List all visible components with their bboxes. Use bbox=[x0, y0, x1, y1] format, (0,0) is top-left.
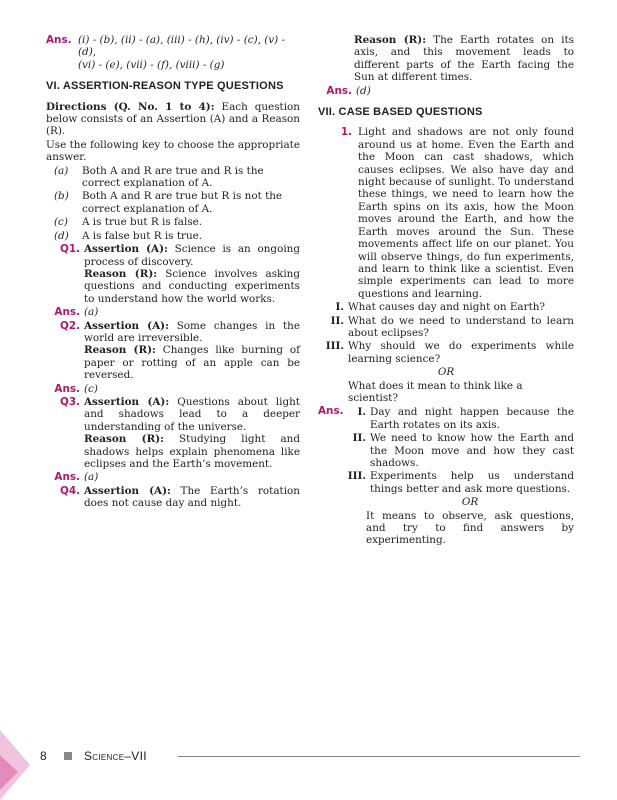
directions bbox=[46, 101, 300, 138]
question-number: Q3. bbox=[59, 395, 80, 408]
or-separator: OR bbox=[437, 366, 455, 379]
answer-2: Ans. (c) bbox=[54, 382, 98, 395]
question-3: Q3. Assertion (A): Questions about light and shadows lead to a deeper understanding of the universe. bbox=[46, 396, 300, 433]
case-number: 1. bbox=[340, 126, 352, 139]
question-2: Q2. Assertion (A): Some changes in the world are irreversible. bbox=[46, 320, 300, 345]
reason-2: Reason (R): Changes like burning of paper or rotting of an apple can be reversed. bbox=[84, 344, 300, 382]
section-heading-assertion-reason: VI. ASSERTION-REASON TYPE QUESTIONS bbox=[46, 80, 284, 93]
sub-question-2: II. What do we need to understand to learn about eclipses? bbox=[330, 314, 574, 339]
reason-4: Reason (R): The Earth rotates on its axis, and this movement leads to different parts of the Earth facing the Sun at different times. bbox=[354, 34, 574, 84]
footer-rule bbox=[178, 756, 580, 757]
case-answer-1: I. Day and night happen because the Earth rotates on its axis. bbox=[357, 406, 574, 431]
page-footer bbox=[30, 749, 590, 769]
case-answers: Ans. I. Day and night happen because the Earth rotates on its axis. II. We need to know how the Earth and the Moon move and how they cast shadows. III. Experiments help us understand things better and ask more questions. OR It means to observe, ask questions, and try to find answers by experimenting. bbox=[318, 405, 574, 547]
key-text: Use the following key to choose the appropriate answer. bbox=[46, 138, 300, 164]
answer-4: Ans. (d) bbox=[326, 84, 371, 97]
case-passage bbox=[318, 126, 574, 300]
book-title: Science–VII bbox=[84, 749, 147, 763]
previous-answer-text: (i) - (b), (ii) - (a), (iii) - (h), (iv) - (c), (v) - (d), (vi) - (e), (vii) - (f), (viii) - (g) bbox=[78, 34, 286, 71]
answer-3: Ans. (a) bbox=[54, 471, 99, 484]
directions-text: Each question below consists of an Assertion (A) and a Reason (R). bbox=[46, 100, 300, 138]
option-a: (a) Both A and R are true and R is the correct explanation of A. bbox=[54, 164, 264, 190]
case-text: Light and shadows are not only found around us at home. Even the Earth and the Moon can cast shadows, which causes eclipses. We also have day and night because of sunlight. To understand these things, we need to learn how the Earth spins on its axis, how the Moon moves around the Earth, and how the Earth moves around the Sun. These movements affect life on our planet. You will observe things, do fun experiments, and learn to think like a scientist. Even simple experiments can lead to more questions and learning. bbox=[358, 126, 574, 300]
sub-question-1: I. What causes day and night on Earth? bbox=[335, 301, 546, 314]
footer-square-icon bbox=[64, 752, 72, 760]
reason-1: Reason (R): Science involves asking questions and conducting experiments to understand how the world works. bbox=[84, 267, 300, 305]
page-number: 8 bbox=[40, 749, 47, 763]
option-b: (b) Both A and R are true but R is not the correct explanation of A. bbox=[54, 190, 283, 215]
sub-question-3: III. Why should we do experiments while learning science? bbox=[325, 340, 574, 365]
question-1: Q1. Assertion (A): Science is an ongoing process of discovery. bbox=[46, 243, 300, 268]
or-answer: It means to observe, ask questions, and try to find answers by experimenting. bbox=[366, 509, 574, 547]
directions-label: Directions (Q. No. 1 to 4): bbox=[46, 100, 215, 113]
option-c: (c) A is true but R is false. bbox=[54, 216, 203, 229]
answer-1: Ans. (a) bbox=[54, 306, 99, 319]
or-question: What does it mean to think like a scientist? bbox=[348, 379, 523, 404]
or-separator: OR bbox=[461, 496, 479, 509]
left-column bbox=[46, 34, 300, 510]
option-d: (d) A is false but R is true. bbox=[54, 229, 203, 242]
question-number: Q1. bbox=[59, 243, 80, 256]
previous-answer bbox=[46, 34, 300, 71]
reason-3: Reason (R): Studying light and shadows helps explain phenomena like eclipses and the Earth’s movement. bbox=[84, 433, 300, 470]
answer-label: Ans. bbox=[46, 34, 72, 46]
question-number: Q2. bbox=[59, 319, 80, 332]
question-number: Q4. bbox=[59, 484, 80, 497]
case-answer-2: II. We need to know how the Earth and the Moon move and how they cast shadows. bbox=[352, 432, 574, 469]
question-4: Q4. Assertion (A): The Earth’s rotation does not cause day and night. bbox=[46, 485, 300, 510]
case-answer-3: III. Experiments help us understand things better and ask more questions. bbox=[347, 470, 574, 495]
section-heading-case-based: VII. CASE BASED QUESTIONS bbox=[318, 106, 483, 119]
right-column bbox=[318, 34, 574, 547]
